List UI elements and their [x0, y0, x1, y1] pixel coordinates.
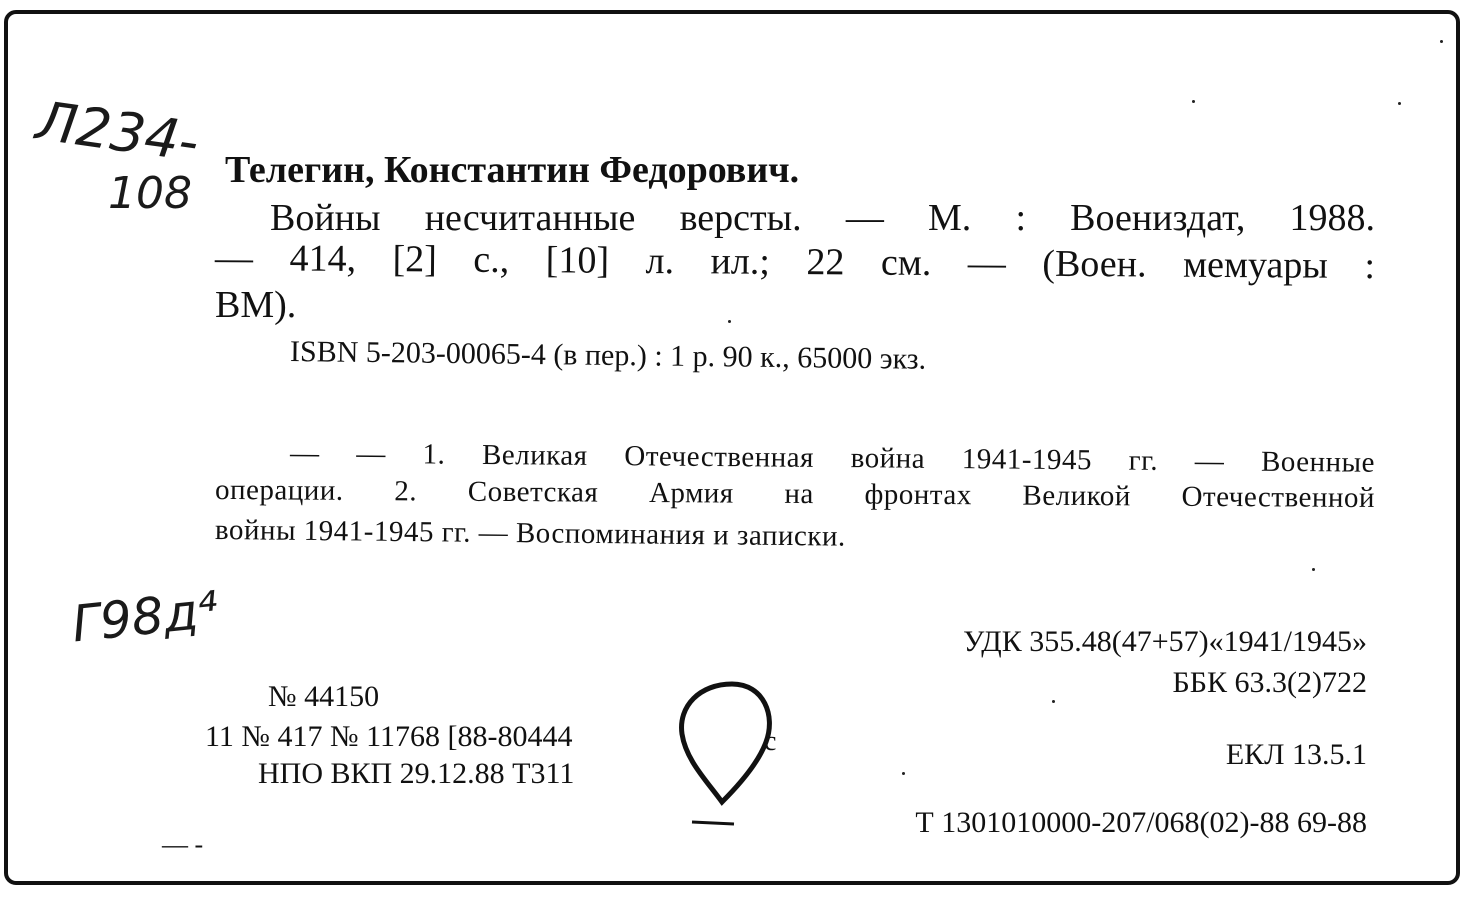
title-description-line-3: ВМ). — [215, 284, 297, 326]
title-description-line-1: Войны несчитанные версты. — М. : Воениздат, 1988. — [270, 197, 1375, 239]
stamp-mark: с — [764, 726, 777, 757]
print-number: № 44150 — [268, 680, 380, 713]
bbk-code: ББК 63.3(2)722 — [1172, 666, 1367, 699]
shelf-mark-line2: 108 — [108, 168, 192, 219]
shelf-mark-line1: Л234- — [32, 88, 203, 175]
author-heading: Телегин, Константин Федорович. — [225, 149, 800, 191]
subject-line-2: операции. 2. Советская Армия на фронтах Великой Отечественной — [214, 473, 1376, 515]
subject-line-3: войны 1941-1945 гг. — Воспоминания и записки. — [214, 514, 846, 553]
subject-line-1: — — 1. Великая Отечественная война 1941-1945 гг. — Военные — [289, 437, 1376, 479]
udk-code: УДК 355.48(47+57)«1941/1945» — [963, 625, 1367, 658]
title-description-line-2: — 414, [2] с., [10] л. ил.; 22 см. — (Воен. мемуары : — [214, 236, 1376, 288]
handwritten-index-note: Г98д⁴ — [69, 580, 221, 654]
t-code: Т 1301010000-207/068(02)-88 69-88 — [915, 806, 1367, 839]
isbn-line: ISBN 5-203-00065-4 (в пер.) : 1 р. 90 к., 65000 экз. — [289, 335, 927, 376]
ekl-code: ЕКЛ 13.5.1 — [1225, 738, 1367, 771]
print-nio-line: НПО ВКП 29.12.88 Т311 — [258, 757, 575, 790]
print-order-line: 11 № 417 № 11768 [88-80444 — [205, 720, 573, 753]
corner-dashes: — - — [162, 830, 204, 859]
